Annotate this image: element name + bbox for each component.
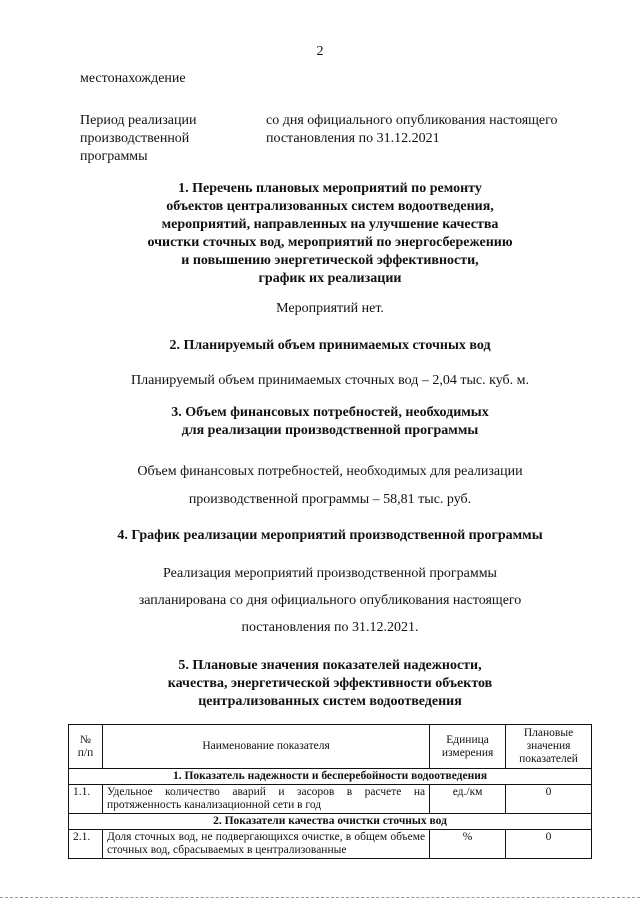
section5-title-line: качества, энергетической эффективности объектов: [167, 676, 493, 691]
header-value: [506, 725, 592, 769]
header-value-line: показателей: [519, 753, 578, 765]
section5-title-line: 5. Плановые значения показателей надежности,: [178, 658, 482, 673]
table-row: [69, 785, 592, 814]
section5-title-line: централизованных систем водоотведения: [198, 694, 462, 709]
group2-label: 2. Показатели качества очистки сточных вод: [69, 814, 592, 830]
section3-text: [80, 458, 580, 514]
section1-title-line: объектов централизованных систем водоотведения,: [166, 199, 494, 214]
section3-text-line: производственной программы – 58,81 тыс. руб.: [188, 492, 472, 507]
row2-unit: %: [430, 830, 506, 859]
header-num: [69, 725, 103, 769]
section1-text: Мероприятий нет.: [276, 301, 384, 316]
table-group-row: [69, 769, 592, 785]
indicators-table: [68, 724, 592, 859]
section5-title: [80, 657, 580, 711]
section4-text-line: Реализация мероприятий производственной программы: [163, 566, 497, 581]
section1-title-line: мероприятий, направленных на улучшение качества: [161, 217, 499, 232]
header-unit: [430, 725, 506, 769]
period-value-line: со дня официального опубликования настоящего: [266, 113, 558, 128]
period-label: [80, 112, 196, 166]
period-label-line: программы: [80, 149, 148, 164]
header-unit-line: измерения: [441, 746, 494, 759]
section3-text-line: Объем финансовых потребностей, необходимых для реализации: [137, 464, 523, 479]
page-bottom-edge: [0, 897, 640, 898]
header-value-line: значения: [526, 740, 571, 752]
period-label-line: Период реализации: [80, 113, 197, 128]
table-header-row: [69, 725, 592, 769]
section1-title-line: и повышению энергетической эффективности,: [181, 253, 479, 268]
section1-title-line: 1. Перечень плановых мероприятий по ремонту: [178, 181, 482, 196]
header-num-line: п/п: [77, 746, 94, 759]
row2-num: 2.1.: [69, 830, 103, 859]
section2-text: Планируемый объем принимаемых сточных вод – 2,04 тыс. куб. м.: [130, 373, 529, 388]
period-value-line: постановления по 31.12.2021: [266, 131, 440, 146]
location-line: местонахождение: [80, 71, 186, 86]
section4-text: [80, 560, 580, 641]
period-label-line: производственной: [80, 131, 190, 146]
section4-title: 4. График реализации мероприятий производственной программы: [117, 528, 543, 543]
row1-value: 0: [506, 785, 592, 814]
table-row: [69, 830, 592, 859]
header-unit-line: Единица: [446, 733, 489, 746]
group1-label: 1. Показатель надежности и бесперебойности водоотведения: [69, 769, 592, 785]
row1-num: 1.1.: [69, 785, 103, 814]
page-number: 2: [316, 44, 324, 59]
section3-title: [80, 404, 580, 440]
section2-title: 2. Планируемый объем принимаемых сточных вод: [169, 338, 491, 353]
row2-name: Доля сточных вод, не подвергающихся очистке, в общем объеме сточных вод, сбрасываемых в централизованные: [102, 830, 429, 859]
section3-title-line: для реализации производственной программы: [181, 423, 479, 438]
header-name: Наименование показателя: [102, 725, 429, 769]
section1-title: [80, 180, 580, 288]
section4-text-line: постановления по 31.12.2021.: [241, 620, 419, 635]
row2-value: 0: [506, 830, 592, 859]
section1-title-line: график их реализации: [258, 271, 402, 286]
table-group-row: [69, 814, 592, 830]
period-value: [266, 112, 558, 148]
section4-text-line: запланирована со дня официального опубликования настоящего: [138, 593, 522, 608]
header-num-line: №: [79, 733, 91, 746]
row1-name: Удельное количество аварий и засоров в расчете на протяженность канализационной сети в год: [102, 785, 429, 814]
header-value-line: Плановые: [523, 727, 574, 739]
row1-unit: ед./км: [430, 785, 506, 814]
section3-title-line: 3. Объем финансовых потребностей, необходимых: [171, 405, 489, 420]
section1-title-line: очистки сточных вод, мероприятий по энергосбережению: [147, 235, 513, 250]
